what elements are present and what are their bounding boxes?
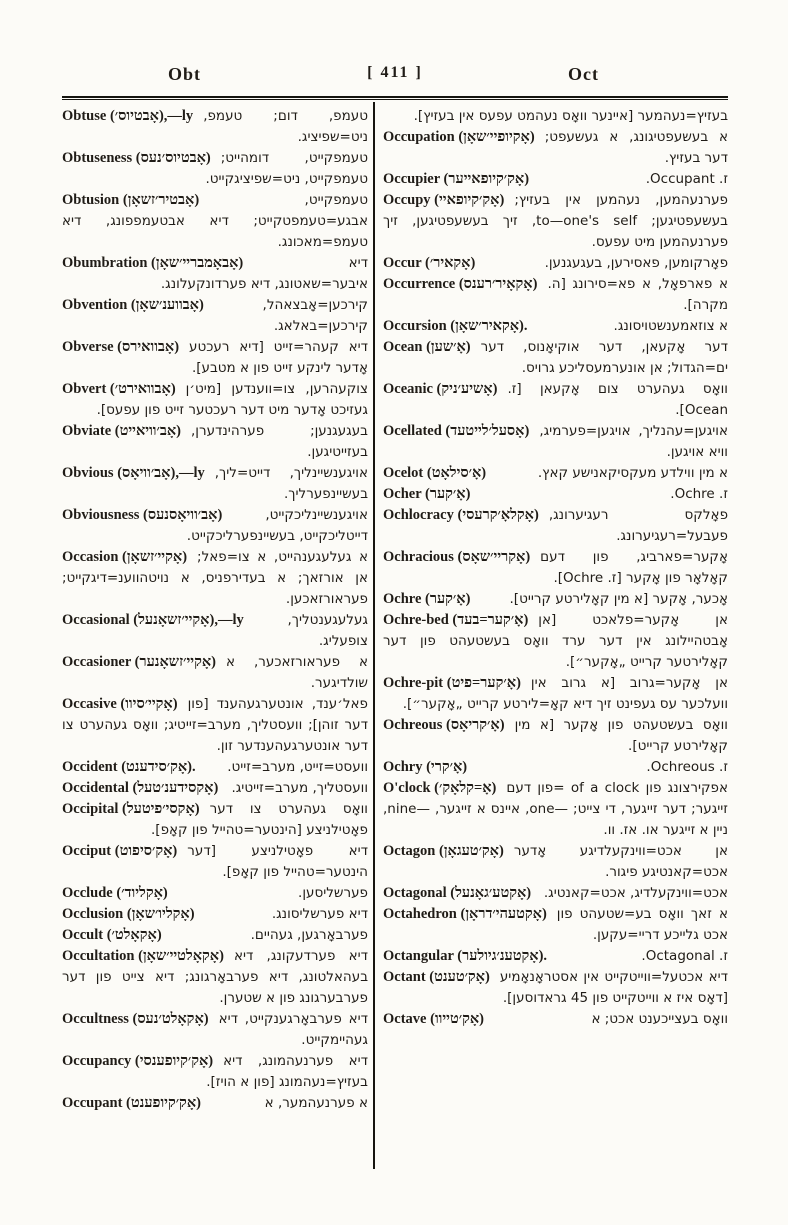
entry-headword: Ochracious (אָקריי׳שאָס) <box>383 549 531 565</box>
entry-definition: א בעשעפטיגונג, א געשעפט; דער בעזיץ. <box>544 129 728 166</box>
page-number: [ 411 ] <box>367 64 423 81</box>
entry-headword: Octave (אָק׳טייוו) <box>383 1011 484 1027</box>
entry-definition: דיא פאָטילניצע [דער הינטער=טהייל פון קאָפ]. <box>187 843 368 880</box>
page-header <box>62 64 728 92</box>
entry-headword: Occur (אָקאיר׳) <box>383 255 476 271</box>
column-right <box>375 102 728 1169</box>
dictionary-entry <box>383 421 728 463</box>
entry-headword: Obtuseness (אָבטיוס׳נעס) <box>62 150 211 166</box>
dictionary-entry <box>62 190 368 253</box>
header-rule-thin <box>62 99 728 100</box>
dictionary-entry <box>62 463 368 505</box>
dictionary-entry <box>62 610 368 652</box>
text-columns <box>62 102 728 1169</box>
dictionary-entry <box>383 463 728 484</box>
dictionary-entry <box>383 946 728 967</box>
entry-definition: וואָס געהערט צום אָקעאן [ז. Ocean]. <box>507 381 728 418</box>
entry-definition: פערבאָרגען, געהיים. <box>250 927 368 943</box>
entry-definition: דיא קעהר=זייט [דיא רעכטע אָדער לינקע זייט פון א מטבע]. <box>189 339 368 376</box>
entry-definition: אן אכט=ווינקעלדיגע אָדער אכט=קאנטיגע פיגור. <box>513 843 728 880</box>
entry-definition: טעמפקייט, דומהייט; טעמפקייט, ניט=שפיציגקייט. <box>205 150 368 187</box>
entry-definition: קירכען=אָבצאהל, קירכען=באלאג. <box>262 297 368 334</box>
entry-definition: דיא איבער=שאטונג, דיא פערדונקעלונג. <box>160 255 368 292</box>
entry-headword: Occasioner (אָקיי׳זשאָנער) <box>62 654 216 670</box>
entry-definition: אויגענשיינליכקייט, דייטליכקייט, בעשיינפערליכקייט. <box>186 507 368 544</box>
entry-definition: טעמפקייט, אבגע=טעמפטקייט; דיא אבטעמפפונג, דיא טעמפ=מאכונג. <box>62 192 368 250</box>
dictionary-entry <box>383 106 728 127</box>
dictionary-entry <box>62 505 368 547</box>
entry-definition: דיא פערבאָרגענקייט, דיא געהיימקייט. <box>218 1011 368 1048</box>
entry-headword: Obverse (אָבוואירס) <box>62 339 180 355</box>
entry-headword: Octahedron (אָקטעהי׳דראָן) <box>383 906 547 922</box>
entry-definition: ז. Octagonal. <box>641 948 728 964</box>
dictionary-entry <box>383 610 728 673</box>
entry-definition: בעזיץ=נעהמער [איינער וואָס נעהמט עפעס אין בעזיץ]. <box>413 108 728 124</box>
dictionary-entry <box>62 1009 368 1051</box>
entry-headword: Obtuse (אָבטיוס׳),—ly <box>62 108 194 124</box>
entry-definition: א פארפאָל, א פא=סירונג [ה. מקרה]. <box>547 276 728 313</box>
dictionary-entry <box>62 547 368 610</box>
entry-definition: א צוזאמענשטויסונג. <box>613 318 728 334</box>
dictionary-entry <box>62 757 368 778</box>
dictionary-entry <box>383 778 728 841</box>
entry-headword: Ochlocracy (אָקלאָ׳קרעסי) <box>383 507 539 523</box>
entry-definition: אויגענשיינליך, דייט=ליך, בעשיינפערליך. <box>214 465 368 502</box>
entry-definition: צוקעהרען, צו=ווענדען [מיט׳ן געזיכט אָדער מיט דער רעכטער זייט פון עפעס]. <box>96 381 368 418</box>
entry-headword: Obvention (אָבווענ׳שאָן) <box>62 297 204 313</box>
entry-definition: ז. Occupant. <box>645 171 728 187</box>
entry-headword: Ochreous (אָ׳קריאָס) <box>383 717 505 733</box>
entry-definition: פערשליסען. <box>298 885 368 901</box>
dictionary-entry <box>383 967 728 1009</box>
header-rule-thick <box>62 96 728 98</box>
dictionary-entry <box>62 379 368 421</box>
dictionary-entry <box>383 337 728 379</box>
entry-definition: ז. Ochre. <box>670 486 728 502</box>
dictionary-entry <box>62 295 368 337</box>
entry-headword: Ochre-pit (אָ׳קער=פיט) <box>383 675 521 691</box>
entry-headword: Occupation (אָקיופיי׳שאָן) <box>383 129 535 145</box>
dictionary-entry <box>383 841 728 883</box>
dictionary-entry <box>62 778 368 799</box>
entry-headword: Occasive (אָקיי׳סיוו) <box>62 696 178 712</box>
entry-definition: אפקירצונג פון of a clock =פון דעם זייגער; דער זייגער, די צייט; —one, איינס א זייגער, —nine, ניין א זייגער או. אז. וו. <box>383 780 728 838</box>
header-guide-word-right: Oct <box>568 64 599 84</box>
dictionary-entry <box>62 337 368 379</box>
entry-definition: אן אָקער=גרוב [א גרוב אין וועלכער עס געפינט זיך דיא קאָ=לירטע קרייט „אָקער״]. <box>402 675 728 712</box>
entry-definition: א מין ווילדע מעקסיקאנישע קאץ. <box>537 465 728 481</box>
entry-headword: Ochre (אָ׳קער) <box>383 591 471 607</box>
entry-definition: פאָלקס רעגיערונג, פעבעל=רעגיערונג. <box>548 507 728 544</box>
entry-headword: Oceanic (אָשיע׳ניק) <box>383 381 498 397</box>
dictionary-entry <box>62 841 368 883</box>
dictionary-entry <box>383 715 728 757</box>
entry-headword: Ochry (אָ׳קרי) <box>383 759 468 775</box>
entry-headword: Obviousness (אָב׳וויאָסנעס) <box>62 507 223 523</box>
entry-headword: Occupancy (אָק׳קיופענסי) <box>62 1053 214 1069</box>
entry-headword: Occasion (אָקיי׳זשאָן) <box>62 549 188 565</box>
entry-headword: Obumbration (אָבאָמבריי׳שאָן) <box>62 255 244 271</box>
entry-headword: Occupy (אָק׳קיופאיי) <box>383 192 505 208</box>
entry-definition: א פערנעהמער, א <box>264 1095 368 1111</box>
dictionary-entry <box>62 946 368 1009</box>
dictionary-entry <box>383 673 728 715</box>
dictionary-entry <box>383 1009 728 1030</box>
header-guide-word-left: Obt <box>168 64 202 84</box>
dictionary-entry <box>383 547 728 589</box>
entry-definition: בעגעגנען; פערהינדערן, בעזייטיגען. <box>190 423 368 460</box>
entry-definition: דיא פערשליסונג. <box>271 906 368 922</box>
dictionary-entry <box>383 883 728 904</box>
entry-definition: דיא פערדעקונג, דיא בעהאלטונג, דיא פערבאָרגונג; דיא צייט פון דער פערבערגונג פון א שטערן. <box>62 948 368 1006</box>
entry-definition: א פעראורזאכער, א שולדיגער. <box>225 654 368 691</box>
dictionary-entry <box>62 925 368 946</box>
entry-headword: Occipital (אָקסי׳פיטעל) <box>62 801 200 817</box>
entry-definition: טעמפ, דום; טעמפ, ניט=שפיציג. <box>203 108 368 145</box>
entry-headword: Occursion (אָקאיר׳שאָן). <box>383 318 528 334</box>
entry-headword: Octangular (אָקטענ׳גיולער). <box>383 948 548 964</box>
entry-headword: O'clock (אָ=קלאָק׳) <box>383 780 497 796</box>
dictionary-entry <box>383 484 728 505</box>
entry-headword: Ochre-bed (אָ׳קער=בעד) <box>383 612 529 628</box>
dictionary-entry <box>62 652 368 694</box>
entry-headword: Occidental (אָקסידענ׳טעל) <box>62 780 219 796</box>
dictionary-entry <box>62 253 368 295</box>
entry-definition: אָקער=פארביג, פון דעם קאָלאָר פון אָקער [ז. Ochre]. <box>540 549 728 586</box>
entry-definition: פאָרקומען, פאסירען, בעגעגנען. <box>544 255 728 271</box>
dictionary-entry <box>62 106 368 148</box>
entry-headword: Occupant (אָק׳קיופענט) <box>62 1095 201 1111</box>
entry-definition: וועסט=זייט, מערב=זייט. <box>227 759 368 775</box>
entry-headword: Occiput (אָק׳סיפוט) <box>62 843 178 859</box>
entry-headword: Ocean (אָ׳שען) <box>383 339 471 355</box>
entry-headword: Ocellated (אָסעל׳לייטעד) <box>383 423 530 439</box>
entry-headword: Ocher (אָ׳קער) <box>383 486 471 502</box>
dictionary-entry <box>383 316 728 337</box>
entry-definition: אויגען=עהנליך, אויגען=פערמיג, וויא אויגען. <box>539 423 728 460</box>
dictionary-entry <box>383 505 728 547</box>
entry-definition: וואָס בעצייכענט אכט; א <box>591 1011 728 1027</box>
entry-headword: Obtusion (אָבטיר׳זשאָן) <box>62 192 200 208</box>
entry-definition: אכט=ווינקעלדיג, אכט=קאנטיג. <box>543 885 728 901</box>
entry-headword: Occasional (אָקיי׳זשאָנעל),—ly <box>62 612 244 628</box>
entry-definition: וואָס בעשטעהט פון אָקער [א מין קאָלירטע קרייט]. <box>514 717 728 754</box>
entry-definition: דיא אכטעל=ווייטקייט אין אסטראָנאָמיע [דאָס איז א ווייטקייט פון 45 גראדוסען]. <box>499 969 728 1006</box>
dictionary-entry <box>62 694 368 757</box>
dictionary-entry <box>62 904 368 925</box>
entry-definition: געלעגענטליך, צופעליג. <box>287 612 368 649</box>
column-left <box>62 102 373 1169</box>
entry-headword: Ocelot (אָ׳סילאָט) <box>383 465 487 481</box>
dictionary-entry <box>383 253 728 274</box>
entry-definition: וועסטליך, מערב=זייטיג. <box>231 780 368 796</box>
dictionary-entry <box>62 1093 368 1114</box>
entry-headword: Occultness (אָקאָלט׳נעס) <box>62 1011 209 1027</box>
entry-definition: פאל׳ענד, אונטערגעהענד [פון דער זוהן]; וועסטליך, מערב=זייטיג; וואָס געהערט צו דער אונטערגעהענדער זון. <box>62 696 368 754</box>
entry-headword: Obvious (אָב׳וויאָס),—ly <box>62 465 205 481</box>
entry-definition: אן אָקער=פלאכט [אן אָבטהיילונג אין דער ערד וואָס בעשטעהט פון דער קאָלירטער קרייט „אָקער״]. <box>383 612 728 670</box>
entry-definition: ז. Ochreous. <box>646 759 728 775</box>
dictionary-entry <box>62 883 368 904</box>
entry-definition: פערנעהמען, נעהמען אין בעזיץ; בעשעפטיגען; to—one's self, זיך בעשעפטיגען, זיך פערנעהמען מיט עפעס. <box>383 192 728 250</box>
dictionary-entry <box>383 274 728 316</box>
entry-headword: Obviate (אָב׳וויאייט) <box>62 423 181 439</box>
entry-headword: Octagon (אָק׳טעגאָן) <box>383 843 504 859</box>
entry-headword: Octant (אָק׳טענט) <box>383 969 490 985</box>
entry-headword: Octagonal (אָקטע׳גאָנעל) <box>383 885 532 901</box>
header-rule <box>62 96 728 100</box>
dictionary-entry <box>383 904 728 946</box>
entry-definition: וואָס געהערט צו דער פאָטילניצע [הינטער=טהייל פון קאָפ]. <box>151 801 368 838</box>
dictionary-entry <box>383 379 728 421</box>
dictionary-entry <box>62 799 368 841</box>
dictionary-entry <box>383 127 728 169</box>
entry-headword: Occupier (אָק׳קיופאייער) <box>383 171 530 187</box>
dictionary-entry <box>383 190 728 253</box>
dictionary-entry <box>383 169 728 190</box>
entry-headword: Occultation (אָקאָלטיי׳שאָן) <box>62 948 224 964</box>
entry-definition: דער אָקעאן, דער אוקיאָנוס, דער ים=הגדול; אן אונערמעסליכע גרויס. <box>480 339 728 376</box>
dictionary-entry <box>383 757 728 778</box>
entry-definition: א געלעגענהייט, א צו=פאל; אן אורזאך; א בעדירפניס, א נויטהווענ=דיגקייט; פעראורזאכען. <box>62 549 368 607</box>
entry-headword: Occlude (אָקליוד׳) <box>62 885 168 901</box>
entry-definition: א זאך וואָס בע=שטעהט פון אכט גלייכע דריי=עקען. <box>556 906 728 943</box>
dictionary-entry <box>383 589 728 610</box>
dictionary-entry <box>62 421 368 463</box>
dictionary-entry <box>62 148 368 190</box>
entry-headword: Occurrence (אָקאָיר׳רענס) <box>383 276 538 292</box>
entry-headword: Occult (אָקאָלט׳) <box>62 927 162 943</box>
entry-headword: Obvert (אָבוואירט׳) <box>62 381 176 397</box>
entry-definition: אָכער, אָקער [א מין קאָלירטע קרייט]. <box>509 591 728 607</box>
entry-definition: דיא פערנעהמונג, דיא בעזיץ=נעהמונג [פון א הויז]. <box>206 1053 368 1090</box>
dictionary-entry <box>62 1051 368 1093</box>
entry-headword: Occlusion (אָקליו׳שאָן) <box>62 906 195 922</box>
entry-headword: Occident (אָק׳סידענט). <box>62 759 196 775</box>
